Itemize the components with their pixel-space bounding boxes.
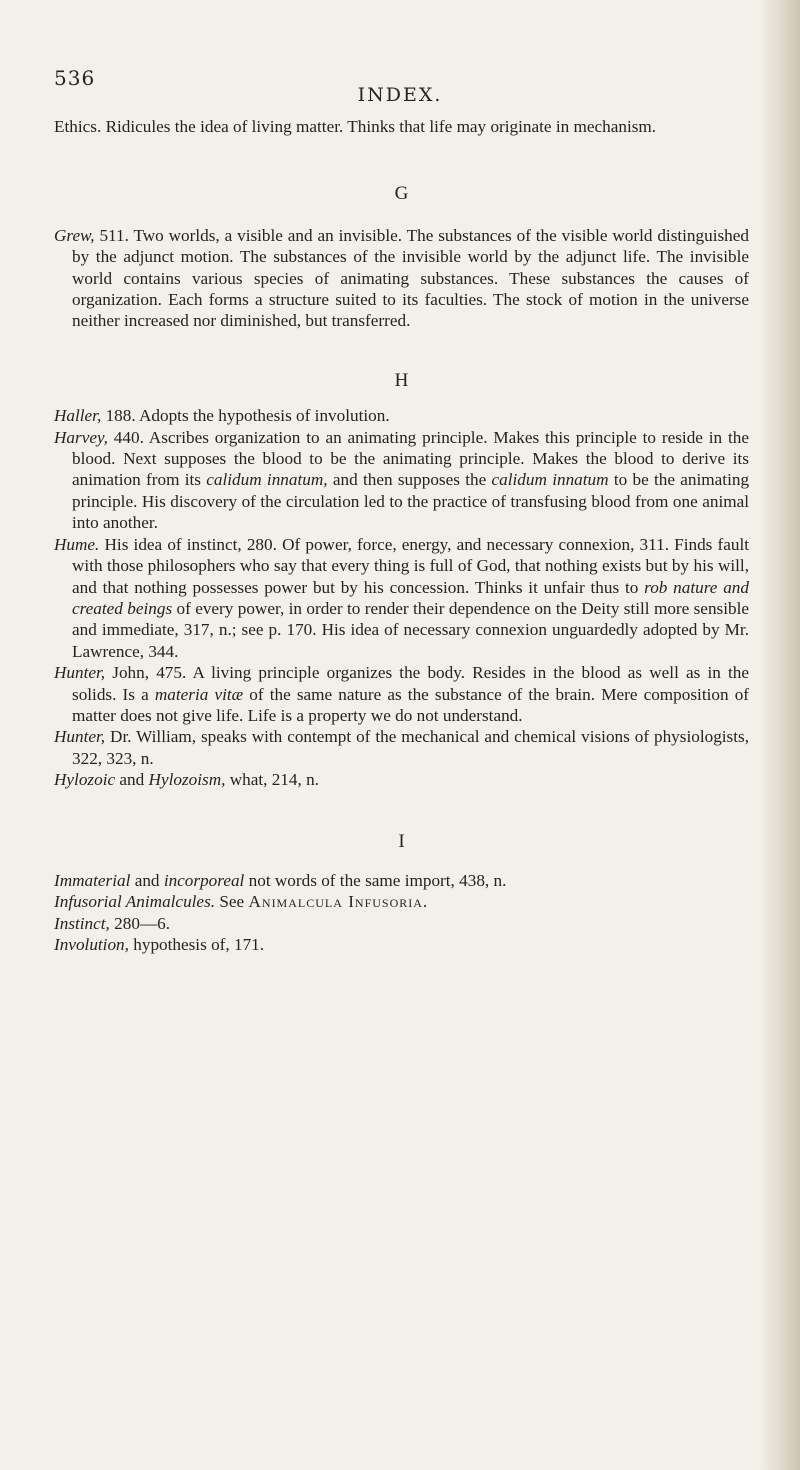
entry-text: 188. Adopts the hypothesis of involution. (105, 406, 390, 426)
entry-term: Hylozoism, (148, 770, 226, 790)
index-entry-haller (54, 405, 749, 426)
index-entry-hunter-john (54, 662, 749, 726)
entry-term: Instinct, (54, 913, 110, 933)
entry-text: Dr. William, speaks with contempt of the mechanical and chemical visions of physiologists, 322, 323, n. (72, 727, 750, 768)
index-entry-harvey (54, 427, 749, 534)
entry-text: of every power, in order to render their dependence on the Deity still more sensible and immediate, 317, n.; see p. 170. His idea of necessary connexion unguardedly adopted by Mr. Lawrence, 344. (72, 598, 749, 661)
entry-term: incorporeal (163, 870, 245, 890)
entry-conjunction: and (119, 770, 145, 790)
entry-latin-term: calidum innatum (491, 470, 609, 490)
index-entry-immaterial (54, 870, 749, 891)
index-entry-instinct (54, 913, 749, 934)
entry-text: Two worlds, a visible and an invisible. The substances of the visible world distinguished by the adjunct motion. The substances of the invisible world by the adjunct life. The invisible world contains various species of animating substances. These substances the causes of organization. Each forms a structure suited to its faculties. The stock of motion in the universe neither increased nor diminished, but transferred. (72, 225, 749, 331)
entry-term: Grew, (54, 225, 95, 245)
section-letter-i: I (398, 830, 405, 852)
entry-term: Hume. (54, 534, 100, 554)
section-letter-h: H (394, 369, 409, 391)
entry-term: Infusorial Animalcules. (54, 892, 216, 912)
entry-italic-phrase: rob nature and created beings (72, 577, 749, 618)
entry-term: Hunter, (54, 663, 106, 683)
index-entry-grew (54, 225, 749, 332)
entry-term: Ethics. (54, 117, 102, 136)
index-entry-hunter-william (54, 726, 749, 769)
entry-latin-term: calidum innatum, (206, 470, 328, 490)
index-entry-hume (54, 534, 749, 662)
entry-see: See (219, 892, 245, 912)
index-entry-hylozoic (54, 769, 749, 790)
entry-conjunction: and (134, 870, 160, 890)
section-letter-g: G (394, 183, 409, 205)
index-entry-ethics (54, 116, 749, 137)
entry-term: Involution, (54, 935, 129, 955)
entry-text: John, 475. A living principle organizes the body. Resides in the blood as well as in the solids. Is a (72, 663, 750, 704)
entry-reference: 511. (99, 225, 129, 245)
entry-text: what, 214, n. (229, 770, 319, 790)
page-number: 536 (54, 66, 96, 90)
index-text (54, 116, 749, 956)
entry-term: Hunter, (54, 727, 106, 747)
entry-cross-reference: Animalcula Infusoria. (248, 892, 429, 912)
entry-term: Immaterial (54, 870, 131, 890)
entry-text: 440. Ascribes organization to an animating principle. Makes this principle to reside in the blood. Next supposes the blood to be the animating principle. Makes the blood to derive its animation from its (72, 427, 749, 490)
entry-text: not words of the same import, 438, n. (248, 870, 507, 890)
entry-text: His idea of instinct, 280. Of power, force, energy, and necessary connexion, 311. Finds fault with those philosophers who say that every thing is full of God, that nothing exists but by his will, and that nothing possesses power but by his concession. Thinks it unfair thus to (72, 534, 749, 597)
entry-term: Harvey, (54, 427, 108, 447)
entry-text: hypothesis of, 171. (133, 935, 265, 955)
entry-term: Hylozoic (54, 770, 116, 790)
index-entry-infusorial-animalcules (54, 891, 749, 912)
entry-latin-term: materia vitæ (154, 684, 244, 704)
entry-text: of the same nature as the substance of the brain. Mere composition of matter does not give life. Life is a property we do not understand. (72, 684, 750, 725)
page-binding-shadow (760, 0, 800, 1470)
index-entry-involution (54, 934, 749, 955)
entry-text: 280—6. (114, 913, 171, 933)
entry-text: and then supposes the (332, 470, 487, 490)
entry-term: Haller, (54, 406, 102, 426)
entry-text: to be the animating principle. His discovery of the circulation led to the practice of transfusing blood from one animal into another. (72, 470, 750, 533)
entry-text: Ridicules the idea of living matter. Thinks that life may originate in mechanism. (105, 117, 657, 136)
running-head: INDEX. (357, 84, 443, 106)
